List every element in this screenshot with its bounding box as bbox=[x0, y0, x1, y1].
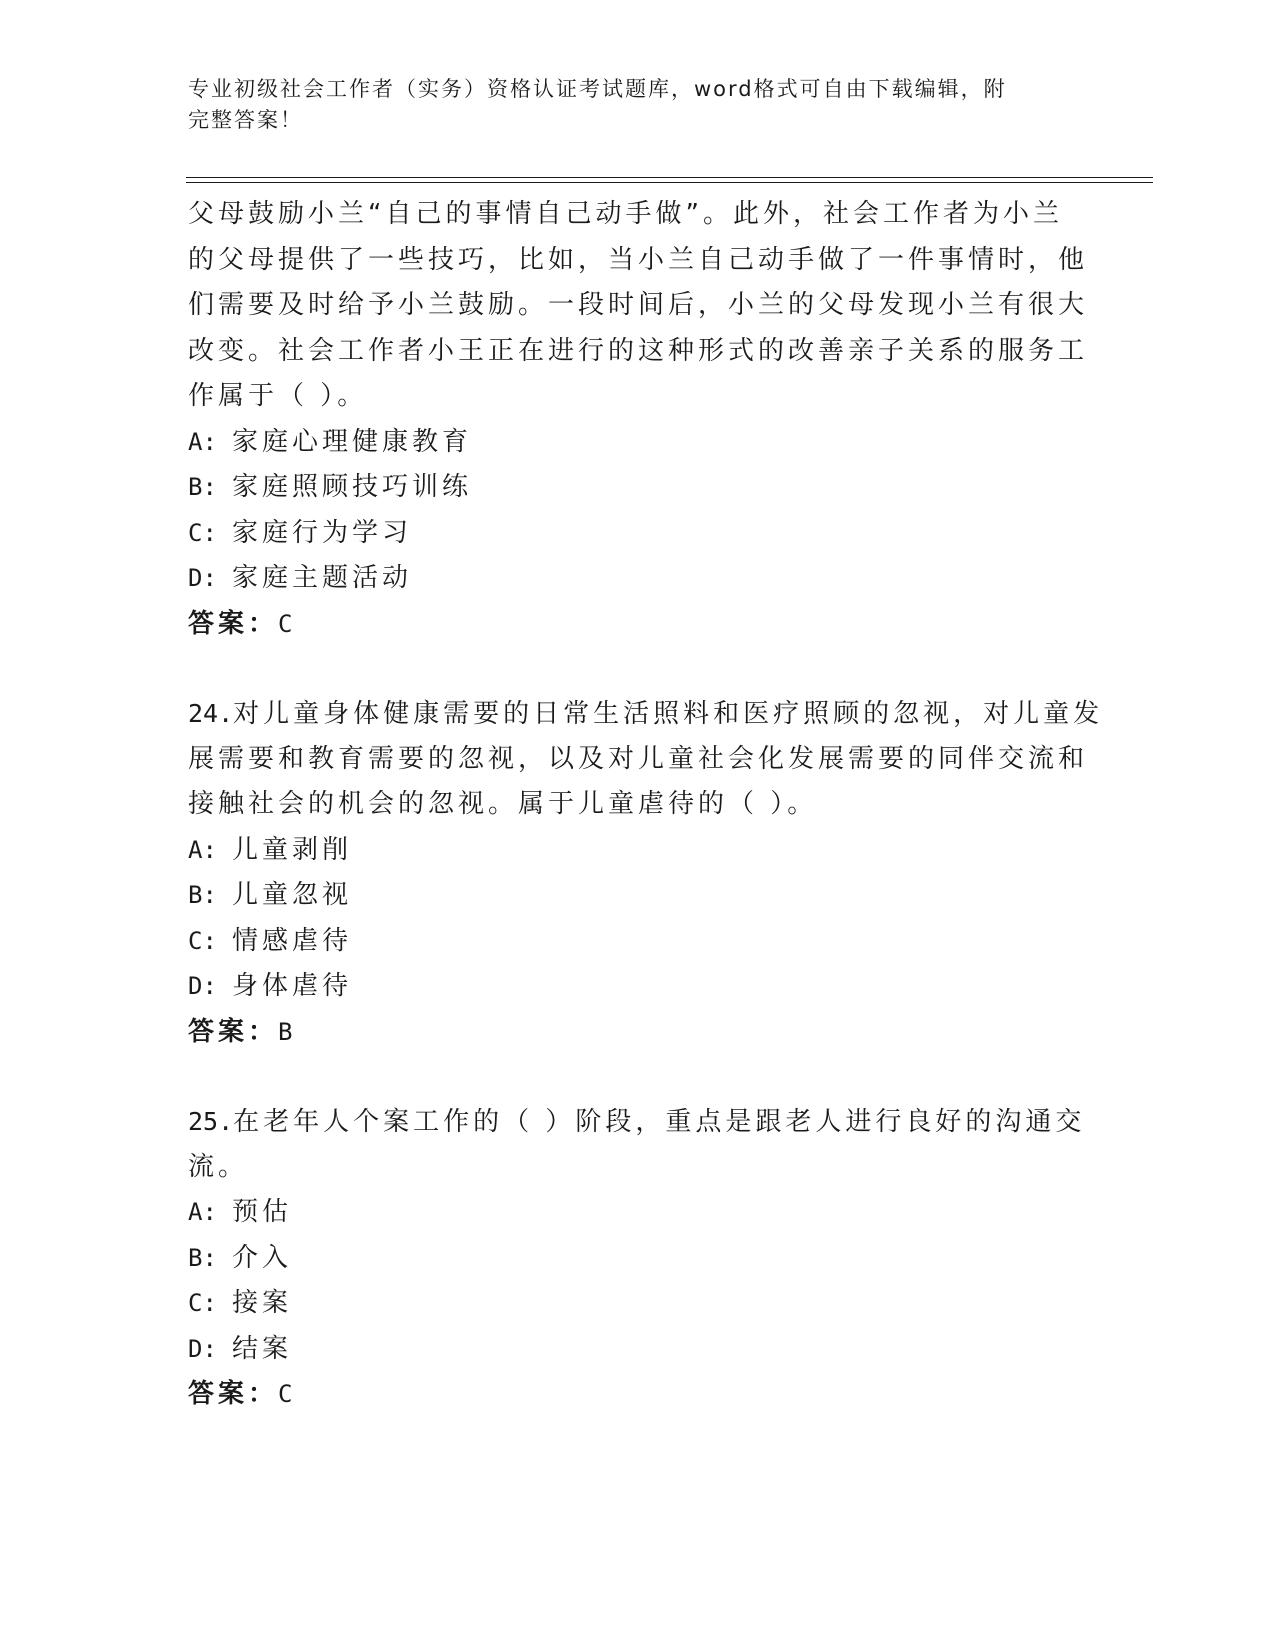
question-text-line: 作属于（ ）。 bbox=[188, 381, 368, 411]
question-text-line: 接触社会的机会的忽视。属于儿童虐待的（ ）。 bbox=[188, 789, 818, 819]
option-text: 儿童忽视 bbox=[232, 880, 353, 910]
option-letter: C: bbox=[188, 1289, 217, 1317]
option-letter: A: bbox=[188, 427, 217, 456]
question-text-line: 的父母提供了一些技巧，比如，当小兰自己动手做了一件事情时，他 bbox=[188, 244, 1089, 275]
option-letter: B: bbox=[188, 473, 217, 501]
option-b bbox=[188, 465, 1088, 511]
option-letter: D: bbox=[188, 564, 217, 592]
option-letter: A: bbox=[188, 1198, 217, 1226]
option-letter: D: bbox=[188, 1334, 217, 1363]
question-block bbox=[188, 1099, 1088, 1418]
answer-value: B bbox=[278, 1017, 297, 1046]
question-number: 25. bbox=[188, 1107, 234, 1136]
option-letter: C: bbox=[188, 926, 217, 955]
answer-label: 答案： bbox=[188, 1379, 279, 1409]
question-text-line bbox=[188, 691, 1104, 737]
option-text: 家庭行为学习 bbox=[232, 517, 413, 548]
question-text-line: 们需要及时给予小兰鼓励。一段时间后，小兰的父母发现小兰有很大 bbox=[188, 290, 1089, 320]
answer-value: C bbox=[278, 1380, 297, 1408]
question-number: 24. bbox=[188, 699, 234, 728]
question-text: 对儿童身体健康需要的日常生活照料和医疗照顾的忽视，对儿童发 bbox=[233, 699, 1104, 729]
question-spacer bbox=[188, 647, 1088, 691]
option-d bbox=[188, 1327, 1088, 1373]
answer-line bbox=[188, 1372, 1088, 1418]
option-b bbox=[188, 1236, 1088, 1282]
option-a bbox=[188, 1190, 1088, 1236]
option-c bbox=[188, 1281, 1088, 1327]
option-b bbox=[188, 873, 1088, 919]
option-d bbox=[188, 964, 1088, 1010]
option-letter: C: bbox=[188, 518, 217, 547]
option-text: 预估 bbox=[232, 1197, 293, 1227]
question-text-line: 改变。社会工作者小王正在进行的这种形式的改善亲子关系的服务工 bbox=[188, 335, 1089, 366]
option-text: 家庭照顾技巧训练 bbox=[232, 472, 473, 502]
option-letter: B: bbox=[188, 1243, 217, 1272]
question-block bbox=[188, 192, 1088, 647]
option-text: 身体虐待 bbox=[232, 971, 353, 1001]
option-d bbox=[188, 556, 1088, 602]
question-text: 在老年人个案工作的（ ）阶段，重点是跟老人进行良好的沟通交 bbox=[233, 1107, 1086, 1137]
answer-line bbox=[188, 602, 1088, 648]
question-text-line: 展需要和教育需要的忽视，以及对儿童社会化发展需要的同伴交流和 bbox=[188, 743, 1089, 774]
option-text: 家庭心理健康教育 bbox=[232, 426, 473, 457]
option-text: 结案 bbox=[232, 1333, 293, 1364]
question-block bbox=[188, 691, 1104, 1055]
option-text: 儿童剥削 bbox=[232, 834, 353, 865]
option-c bbox=[188, 511, 1088, 557]
header-divider-bottom bbox=[186, 182, 1153, 183]
option-letter: B: bbox=[188, 881, 217, 909]
option-text: 情感虐待 bbox=[232, 925, 353, 956]
answer-label: 答案： bbox=[188, 1016, 279, 1047]
header-divider-top bbox=[186, 177, 1153, 178]
option-a bbox=[188, 828, 1088, 874]
option-a bbox=[188, 420, 1088, 466]
question-list bbox=[188, 192, 1104, 1418]
header-title-line-1: 专业初级社会工作者（实务）资格认证考试题库，word格式可自由下载编辑，附 bbox=[188, 77, 1007, 101]
document-header bbox=[188, 74, 1088, 136]
question-text-line bbox=[188, 1099, 1088, 1145]
option-letter: A: bbox=[188, 835, 217, 864]
answer-label: 答案： bbox=[188, 608, 279, 639]
question-spacer bbox=[188, 1055, 1088, 1099]
header-title-line-2: 完整答案！ bbox=[188, 108, 303, 132]
question-text-line: 流。 bbox=[188, 1151, 249, 1182]
option-text: 家庭主题活动 bbox=[232, 563, 413, 593]
option-c bbox=[188, 919, 1088, 965]
option-letter: D: bbox=[188, 972, 217, 1000]
question-text-line: 父母鼓励小兰“自己的事情自己动手做”。此外，社会工作者为小兰 bbox=[188, 199, 1063, 229]
option-text: 接案 bbox=[232, 1288, 293, 1318]
answer-value: C bbox=[278, 609, 297, 638]
answer-line bbox=[188, 1010, 1088, 1056]
option-text: 介入 bbox=[232, 1242, 293, 1273]
